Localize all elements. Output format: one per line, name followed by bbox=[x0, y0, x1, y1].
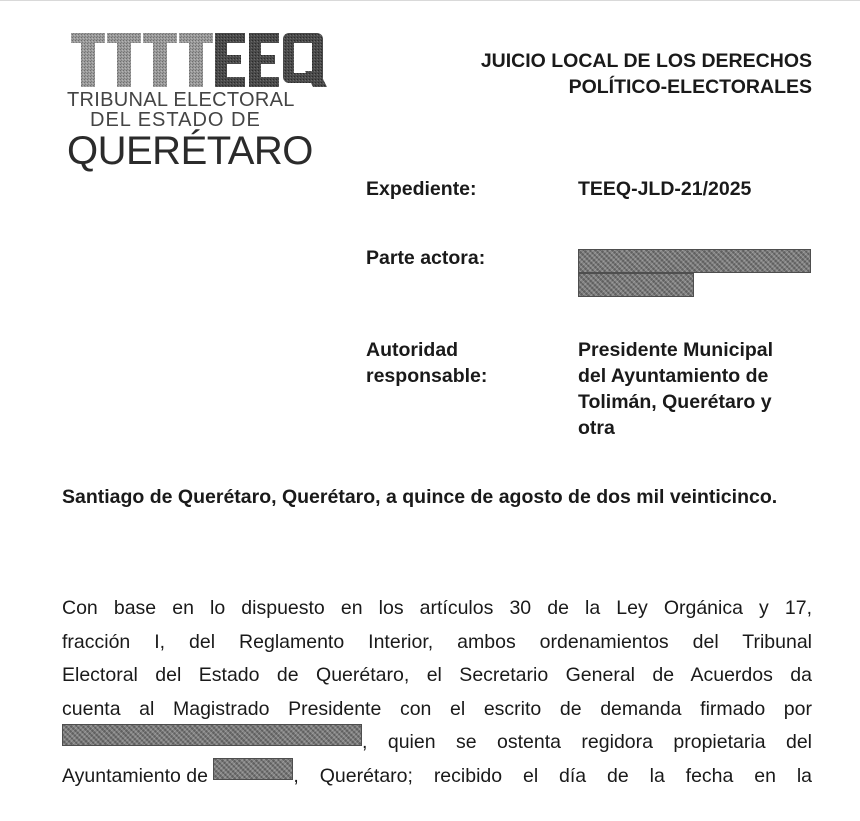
dateline: Santiago de Querétaro, Querétaro, a quince de agosto de dos mil veinticinco. bbox=[62, 486, 778, 508]
redacted-name bbox=[62, 724, 362, 746]
redacted-municipality bbox=[213, 758, 293, 780]
paragraph-line-6-text: , Querétaro; recibido el día de la fecha en la bbox=[293, 764, 812, 787]
paragraph-line-5-text: , quien se ostenta regidora propietaria del bbox=[362, 731, 812, 754]
case-title-line-1: JUICIO LOCAL DE LOS DERECHOS bbox=[480, 50, 812, 72]
parte-actora-label: Parte actora: bbox=[366, 247, 486, 269]
case-title bbox=[481, 48, 812, 100]
paragraph-line-3-text: Electoral del Estado de Querétaro, el Secretario General de Acuerdos da bbox=[62, 664, 812, 687]
logo-line-tribunal-electoral: TRIBUNAL ELECTORAL bbox=[67, 89, 295, 111]
expediente-value: TEEQ-JLD-21/2025 bbox=[578, 178, 752, 200]
logo-line-del-estado: DEL ESTADO DE bbox=[90, 109, 261, 131]
tribunal-logo bbox=[64, 31, 334, 171]
paragraph-line-5 bbox=[62, 726, 812, 760]
teeq-logo-mark bbox=[69, 31, 329, 89]
body-paragraph bbox=[62, 592, 812, 794]
autoridad-value bbox=[578, 337, 773, 441]
paragraph-line-4-text: cuenta al Magistrado Presidente con el escrito de demanda firmado por bbox=[62, 697, 812, 720]
paragraph-line-2 bbox=[62, 626, 812, 660]
autoridad-label bbox=[366, 337, 487, 389]
paragraph-line-4 bbox=[62, 693, 812, 727]
autoridad-label-line-2: responsable: bbox=[366, 365, 488, 387]
paragraph-line-1-text: Con base en lo dispuesto en los artículos 30 de la Ley Orgánica y 17, bbox=[62, 597, 812, 619]
paragraph-line-6-start: Ayuntamiento de bbox=[62, 764, 214, 787]
logo-city-queretaro: QUERÉTARO bbox=[67, 129, 313, 173]
expediente-label: Expediente: bbox=[366, 178, 477, 200]
autoridad-value-line-3: Tolimán, Querétaro y bbox=[578, 391, 772, 413]
autoridad-value-line-2: del Ayuntamiento de bbox=[578, 365, 769, 387]
case-title-line-2: POLÍTICO-ELECTORALES bbox=[568, 76, 812, 98]
autoridad-label-line-1: Autoridad bbox=[366, 339, 459, 361]
autoridad-value-line-1: Presidente Municipal bbox=[578, 339, 774, 361]
paragraph-line-3 bbox=[62, 659, 812, 693]
paragraph-line-2-text: fracción I, del Reglamento Interior, ambos ordenamientos del Tribunal bbox=[62, 630, 812, 653]
redacted-block-actora-2 bbox=[578, 273, 694, 297]
redacted-block-actora-1 bbox=[578, 249, 811, 273]
paragraph-line-6 bbox=[62, 760, 812, 794]
autoridad-value-line-4: otra bbox=[578, 417, 615, 439]
paragraph-line-1 bbox=[62, 592, 812, 626]
